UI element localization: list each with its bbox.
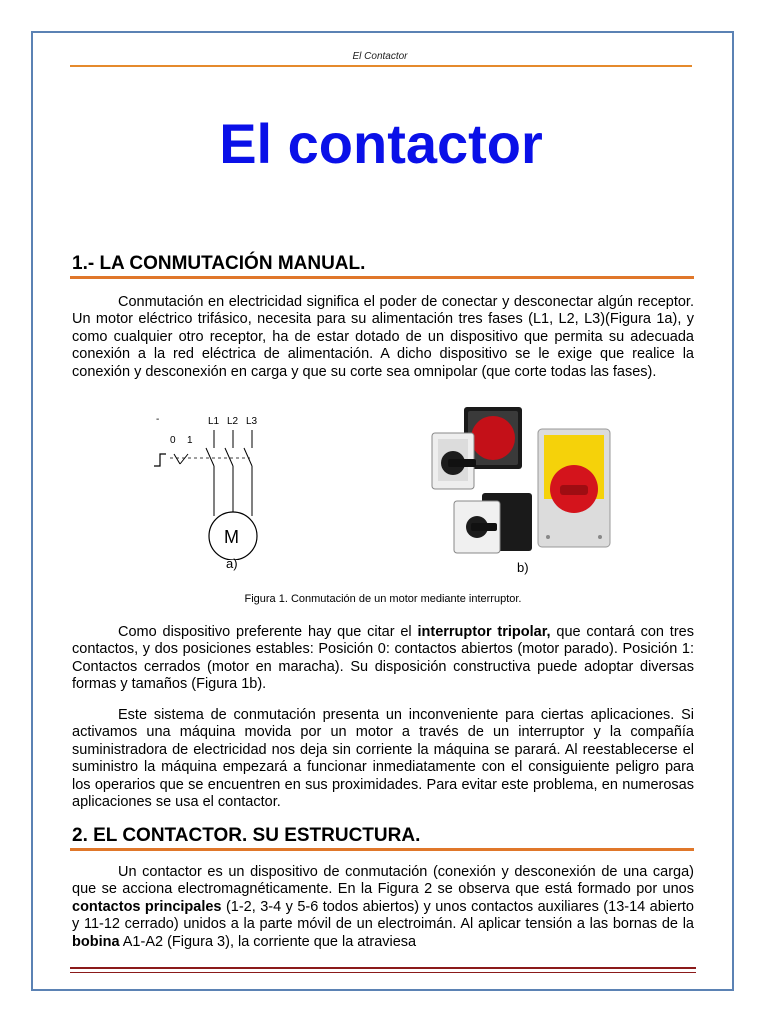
section-heading-2: 2. EL CONTACTOR. SU ESTRUCTURA. — [72, 825, 421, 846]
paragraph-contactor-c: (1-2, 3-4 y 5-6 todos abiertos) y unos contactos auxiliares (13-14 abierto y 11-12 cerrado) unidos a la parte móvil de un electroimán. Al aplicar tensión a las bornas de la — [72, 898, 694, 933]
paragraph-inconveniente — [72, 707, 694, 811]
figure-1a-label: a) — [226, 556, 238, 571]
section-rule-1 — [70, 276, 694, 279]
header-rule — [70, 65, 692, 67]
figure-1a-diagram — [140, 410, 280, 560]
paragraph-contactor-bold-1: contactos principales — [72, 898, 222, 915]
paragraph-inconveniente-text: Este sistema de conmutación presenta un inconveniente para ciertas aplicaciones. Si activamos una máquina movida por un motor a través de un interruptor y la compañía suministradora de electricidad nos deja sin corriente la máquina se parará. Al reestablecerse el suministro la máquina empezará a funcionar inmediatamente con el consiguiente peligro para los operarios que se encuentren en sus proximidades. Para evitar este problema, en numerosas aplicaciones se usa el contactor. — [72, 707, 694, 811]
diagram-motor-symbol: M — [224, 527, 239, 547]
diagram-phase-l3: L3 — [246, 416, 258, 427]
section-rule-2 — [70, 848, 694, 851]
paragraph-conmutacion-text: Conmutación en electricidad significa el poder de conectar y desconectar algún receptor. Un motor eléctrico trifásico, necesita para su alimentación tres fases (L1, L2, L3)(Figura 1a), y como cualquier otro receptor, ha de estar dotado de un dispositivo que permita su adecuada conexión a la red eléctrica de alimentación. A dicho dispositivo se le exige que realice la conexión y desconexión en carga y que su corte sea omnipolar (que corte todas las fases). — [72, 294, 694, 380]
footer-rule-thick — [70, 967, 696, 969]
figure-1-caption: Figura 1. Conmutación de un motor mediante interruptor. — [244, 593, 522, 605]
diagram-pos-0: 0 — [170, 435, 176, 446]
diagram-pos-1: 1 — [187, 435, 193, 446]
diagram-dash: - — [156, 414, 160, 425]
section-heading-1: 1.- LA CONMUTACIÓN MANUAL. — [72, 253, 366, 274]
paragraph-contactor — [72, 864, 694, 951]
footer-rule-thin — [70, 972, 696, 973]
paragraph-interruptor-post: que contará con tres contactos, y dos posiciones estables: Posición 0: contactos abiertos (motor parado). Posición 1: Contactos cerrados (motor en maracha). Su disposición constructiva puede adoptar diversas formas y tamaños (Figura 1b). — [72, 624, 694, 693]
figure-1b-switch-photos — [428, 405, 618, 555]
running-header: El Contactor — [352, 51, 408, 62]
paragraph-interruptor-pre: Como dispositivo preferente hay que citar el — [118, 624, 418, 640]
paragraph-contactor-a: Un contactor es un dispositivo de conmutación (conexión y desconexión de una carga) que se acciona electromagnéticamente. En la Figura 2 se observa que está formado por unos — [72, 864, 694, 898]
paragraph-interruptor — [72, 624, 694, 694]
document-title: El contactor — [219, 112, 543, 175]
paragraph-contactor-d: A1-A2 (Figura 3), la corriente que la atraviesa — [119, 933, 417, 950]
diagram-phase-l1: L1 — [208, 416, 220, 427]
paragraph-conmutacion — [72, 294, 694, 381]
diagram-phase-l2: L2 — [227, 416, 239, 427]
figure-1b-label: b) — [517, 560, 529, 575]
paragraph-interruptor-bold: interruptor tripolar, — [417, 624, 551, 640]
paragraph-contactor-bold-2: bobina — [72, 933, 120, 950]
